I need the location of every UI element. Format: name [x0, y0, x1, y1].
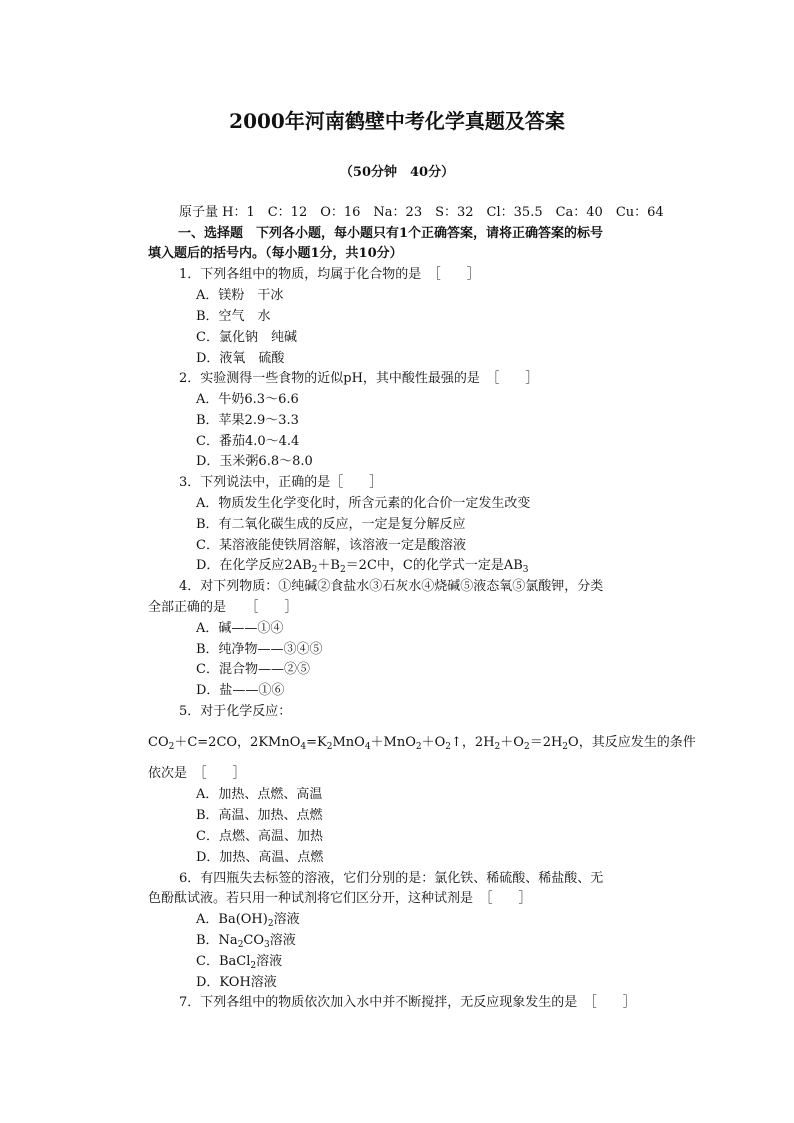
- question-3-stem: 3．下列说法中，正确的是［ ］: [179, 475, 383, 490]
- question-4-option-b: B．纯净物——③④⑤: [196, 642, 323, 657]
- question-5-option-b: B．高温、加热、点燃: [196, 808, 323, 823]
- question-2-option-b: B．苹果2.9～3.3: [196, 413, 299, 428]
- question-3-option-a: A．物质发生化学变化时，所含元素的化合价一定发生改变: [196, 496, 531, 511]
- question-6-option-b: B．$Na_2CO_3$溶液: [196, 933, 296, 950]
- question-1-option-a: A．镁粉 干冰: [196, 288, 284, 303]
- question-2-option-d: D．玉米粥6.8～8.0: [196, 454, 313, 469]
- question-6-stem-line2: 色酚酞试液。若只用一种试剂将它们区分开，这种试剂是 ［ ］: [148, 891, 532, 906]
- question-6-option-a: A．$Ba(OH)_2$溶液: [196, 912, 300, 929]
- atomic-mass-line: 原子量 H：1 C：12 O：16 Na：23 S：32 Cl：35.5 Ca：40 Cu：64: [179, 205, 664, 220]
- question-5-equation: $CO_2+C=2CO$，$2KMnO_4=K_2MnO_4+MnO_2+O_2↑$，$2H_2+O_2=2H_2O$，其反应发生的条件: [148, 735, 696, 752]
- question-1-option-c: C．氯化钠 纯碱: [196, 330, 297, 345]
- question-5-option-a: A．加热、点燃、高温: [196, 787, 323, 802]
- question-7-stem: 7．下列各组中的物质依次加入水中并不断搅拌，无反应现象发生的是 ［ ］: [179, 995, 636, 1010]
- question-5-option-d: D．加热、高温、点燃: [196, 850, 324, 865]
- question-4-stem-line1: 4．对下列物质：①纯碱②食盐水③石灰水④烧碱⑤液态氧⑤氯酸钾，分类: [179, 579, 604, 594]
- question-2-stem: 2．实验测得一些食物的近似pH，其中酸性最强的是 ［ ］: [179, 371, 539, 386]
- question-4-option-d: D．盐——①⑥: [196, 683, 285, 698]
- question-3-option-c: C．某溶液能使铁屑溶解，该溶液一定是酸溶液: [196, 538, 466, 553]
- question-4-option-c: C．混合物——②⑤: [196, 662, 310, 677]
- question-2-option-a: A．牛奶6.3～6.6: [196, 392, 299, 407]
- question-1-stem: 1．下列各组中的物质，均属于化合物的是 ［ ］: [179, 267, 480, 282]
- question-4-stem-line2: 全部正确的是 ［ ］: [148, 600, 298, 615]
- question-3-option-d: D．在化学反应$2AB_2+B_2=2C$中，C的化学式一定是$AB_3$: [196, 558, 529, 575]
- question-5-stem: 5．对于化学反应：: [179, 704, 292, 719]
- question-6-stem-line1: 6．有四瓶失去标签的溶液，它们分别的是：氯化铁、稀硫酸、稀盐酸、无: [179, 871, 604, 886]
- question-4-option-a: A．碱——①④: [196, 621, 284, 636]
- exam-duration-score: （50分钟 40分）: [339, 165, 455, 180]
- question-5-option-c: C．点燃、高温、加热: [196, 829, 323, 844]
- question-3-option-b: B．有二氧化碳生成的反应，一定是复分解反应: [196, 517, 466, 532]
- question-1-option-b: B．空气 水: [196, 309, 271, 324]
- question-5-stem-line2: 依次是 ［ ］: [148, 766, 246, 781]
- question-1-option-d: D．液氧 硫酸: [196, 351, 285, 366]
- question-6-option-c: C．BaCl$_2$溶液: [196, 954, 283, 971]
- question-6-option-d: D．KOH溶液: [196, 975, 277, 990]
- question-2-option-c: C．番茄4.0～4.4: [196, 434, 300, 449]
- section-heading-line2: 填入题后的括号内。（每小题1分，共10分）: [148, 246, 403, 261]
- page-title: 2000年河南鹤壁中考化学真题及答案: [229, 109, 565, 133]
- section-heading-line1: 一、选择题 下列各小题，每小题只有1个正确答案，请将正确答案的标号: [178, 226, 604, 241]
